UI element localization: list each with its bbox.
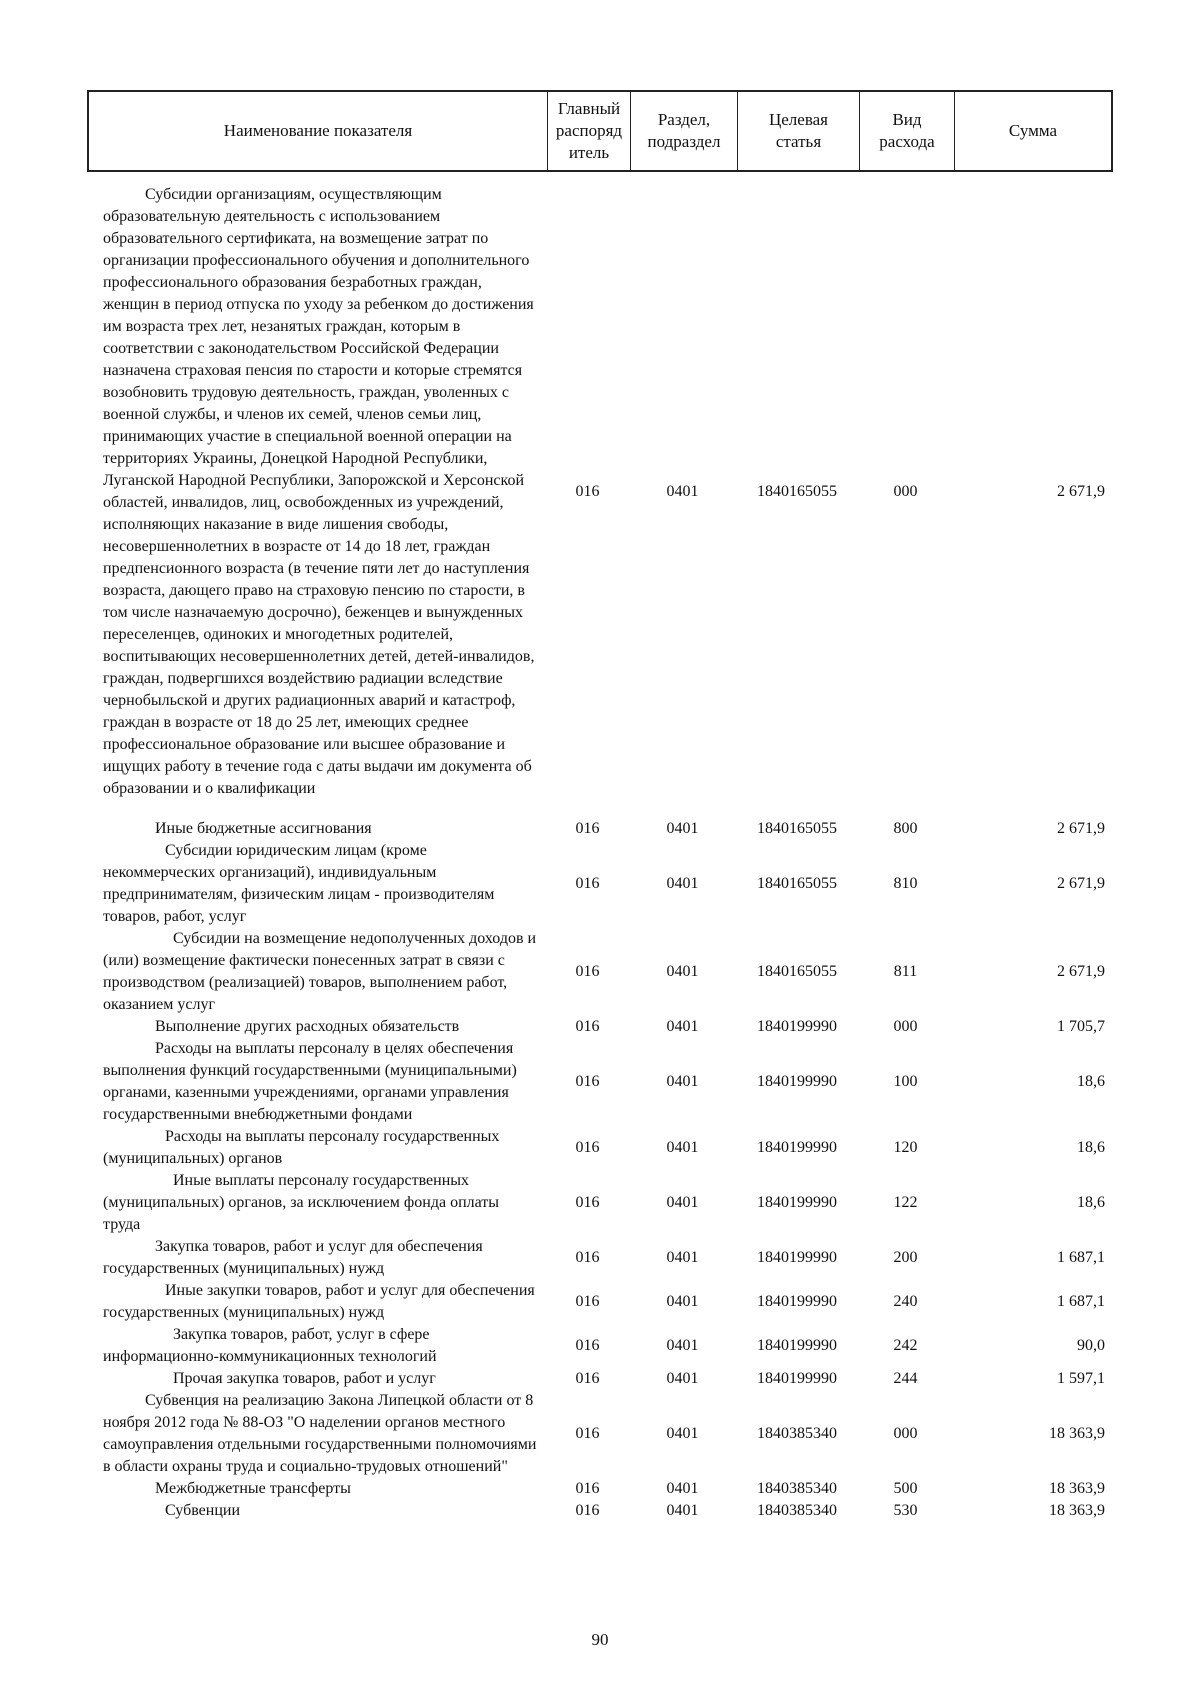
header-name: Наименование показателя (89, 92, 548, 170)
row-name: Иные выплаты персоналу государственных (муниципальных) органов, за исключением фонда оплаты труда (103, 1172, 500, 1233)
row-razdel: 0401 (666, 1370, 699, 1387)
row-summa: 1 705,7 (1057, 1018, 1105, 1035)
row-glav: 016 (575, 483, 600, 500)
row-glav: 016 (575, 1073, 600, 1090)
table-header (87, 90, 1113, 172)
row-summa: 18 363,9 (1049, 1502, 1105, 1519)
row-name: Субвенция на реализацию Закона Липецкой области от 8 ноября 2012 года № 88-ОЗ "О наделении органов местного самоуправления отдельными государственными полномочиями в области охраны труда и социально-трудовых отношений" (103, 1392, 537, 1475)
row-celevaya: 1840199990 (757, 1073, 837, 1090)
row-vid: 244 (893, 1370, 918, 1387)
row-name: Субсидии организациям, осуществляющим образовательную деятельность с использованием образовательного сертификата, на возмещение затрат по организации профессионального обучения и дополнительного профессионального образования безработных граждан, женщин в период отпуска по уходу за ребенком до достижения им возраста трех лет, незанятых граждан, которым в соответствии с законодательством Российской Федерации назначена страховая пенсия по старости и которые стремятся возобновить трудовую деятельность, граждан, уволенных с военной службы, и членов их семей, членов семьи лиц, принимающих участие в специальной военной операции на территориях Украины, Донецкой Народной Республики, Луганской Народной Республики, Запорожской и Херсонской областей, инвалидов, лиц, освобожденных из учреждений, исполняющих наказание в виде лишения свободы, несовершеннолетних в возрасте от 14 до 18 лет, граждан предпенсионного возраста (в течение пяти лет до наступления возраста, дающего право на страховую пенсию по старости, в том числе назначаемую досрочно), беженцев и вынужденных переселенцев, одиноких и многодетных родителей, воспитывающих несовершеннолетних детей, детей-инвалидов, граждан, подвергшихся воздействию радиации вследствие чернобыльской и других радиационных аварий и катастроф, граждан в возрасте от 18 до 25 лет, имеющих среднее профессиональное образование или высшее образование и ищущих работу в течение года с даты выдачи им документа об образовании и о квалификации (103, 186, 535, 797)
row-glav: 016 (575, 1249, 600, 1266)
row-glav: 016 (575, 1480, 600, 1497)
row-vid: 242 (893, 1337, 918, 1354)
row-razdel: 0401 (666, 1194, 699, 1211)
table-row (87, 1236, 1113, 1280)
row-celevaya: 1840199990 (757, 1139, 837, 1156)
row-vid: 500 (893, 1480, 918, 1497)
row-glav: 016 (575, 963, 600, 980)
row-celevaya: 1840165055 (757, 875, 837, 892)
row-razdel: 0401 (666, 1502, 699, 1519)
row-vid: 000 (893, 483, 918, 500)
table-row (87, 1368, 1113, 1390)
row-summa: 18,6 (1077, 1139, 1105, 1156)
row-summa: 1 687,1 (1057, 1249, 1105, 1266)
row-razdel: 0401 (666, 1018, 699, 1035)
header-celevaya: Целевая статья (738, 92, 860, 170)
row-glav: 016 (575, 1293, 600, 1310)
row-summa: 1 597,1 (1057, 1370, 1105, 1387)
row-glav: 016 (575, 820, 600, 837)
row-celevaya: 1840385340 (757, 1425, 837, 1442)
header-vid: Вид расхода (860, 92, 955, 170)
row-name: Закупка товаров, работ и услуг для обеспечения государственных (муниципальных) нужд (103, 1238, 483, 1277)
row-glav: 016 (575, 1139, 600, 1156)
table-row (87, 1390, 1113, 1478)
row-name: Иные бюджетные ассигнования (155, 820, 372, 837)
table-row (87, 1324, 1113, 1368)
row-summa: 1 687,1 (1057, 1293, 1105, 1310)
row-glav: 016 (575, 1425, 600, 1442)
row-name: Расходы на выплаты персоналу в целях обеспечения выполнения функций государственными (муниципальными) органами, казенными учреждениями, органами управления государственными внебюджетными фондами (103, 1040, 517, 1123)
row-razdel: 0401 (666, 1480, 699, 1497)
table-row (87, 928, 1113, 1016)
row-glav: 016 (575, 1018, 600, 1035)
row-glav: 016 (575, 1337, 600, 1354)
row-vid: 530 (893, 1502, 918, 1519)
row-name: Прочая закупка товаров, работ и услуг (173, 1370, 436, 1387)
row-celevaya: 1840165055 (757, 820, 837, 837)
row-summa: 18 363,9 (1049, 1480, 1105, 1497)
row-celevaya: 1840199990 (757, 1018, 837, 1035)
row-razdel: 0401 (666, 963, 699, 980)
row-razdel: 0401 (666, 1073, 699, 1090)
row-razdel: 0401 (666, 1425, 699, 1442)
table-row (87, 1038, 1113, 1126)
table-row (87, 1500, 1113, 1522)
table-body (87, 184, 1113, 1522)
row-name: Межбюджетные трансферты (155, 1480, 351, 1497)
row-celevaya: 1840199990 (757, 1194, 837, 1211)
row-razdel: 0401 (666, 1337, 699, 1354)
page-number: 90 (591, 1630, 609, 1649)
row-celevaya: 1840199990 (757, 1249, 837, 1266)
row-name: Субсидии на возмещение недополученных доходов и (или) возмещение фактически понесенных затрат в связи с производством (реализацией) товаров, выполнением работ, оказанием услуг (103, 930, 537, 1013)
row-summa: 2 671,9 (1057, 820, 1105, 837)
row-celevaya: 1840165055 (757, 483, 837, 500)
table-row (87, 1478, 1113, 1500)
row-name: Закупка товаров, работ, услуг в сфере информационно-коммуникационных технологий (103, 1326, 437, 1365)
row-summa: 18,6 (1077, 1194, 1105, 1211)
table-row (87, 1170, 1113, 1236)
row-celevaya: 1840385340 (757, 1480, 837, 1497)
row-razdel: 0401 (666, 875, 699, 892)
row-summa: 2 671,9 (1057, 963, 1105, 980)
row-razdel: 0401 (666, 820, 699, 837)
row-razdel: 0401 (666, 1139, 699, 1156)
row-name: Расходы на выплаты персоналу государственных (муниципальных) органов (103, 1128, 500, 1167)
row-celevaya: 1840199990 (757, 1337, 837, 1354)
row-razdel: 0401 (666, 483, 699, 500)
row-vid: 122 (893, 1194, 918, 1211)
header-razdel: Раздел, подраздел (631, 92, 738, 170)
row-glav: 016 (575, 875, 600, 892)
table-row (87, 818, 1113, 840)
row-summa: 90,0 (1077, 1337, 1105, 1354)
row-celevaya: 1840199990 (757, 1293, 837, 1310)
row-vid: 811 (893, 963, 918, 980)
row-name: Субвенции (165, 1502, 241, 1519)
row-celevaya: 1840385340 (757, 1502, 837, 1519)
row-vid: 240 (893, 1293, 918, 1310)
row-summa: 18 363,9 (1049, 1425, 1105, 1442)
row-celevaya: 1840165055 (757, 963, 837, 980)
table-row (87, 1016, 1113, 1038)
row-vid: 810 (893, 875, 918, 892)
row-summa: 2 671,9 (1057, 875, 1105, 892)
table-row (87, 1126, 1113, 1170)
table-row (87, 840, 1113, 928)
row-vid: 000 (893, 1018, 918, 1035)
row-razdel: 0401 (666, 1293, 699, 1310)
table-row (87, 1280, 1113, 1324)
row-name: Иные закупки товаров, работ и услуг для обеспечения государственных (муниципальных) нужд (103, 1282, 535, 1321)
row-glav: 016 (575, 1502, 600, 1519)
row-summa: 18,6 (1077, 1073, 1105, 1090)
row-glav: 016 (575, 1194, 600, 1211)
header-glav: Главный распоряд итель (548, 92, 631, 170)
table-row (87, 184, 1113, 800)
row-vid: 200 (893, 1249, 918, 1266)
row-vid: 100 (893, 1073, 918, 1090)
row-vid: 120 (893, 1139, 918, 1156)
row-glav: 016 (575, 1370, 600, 1387)
row-name: Выполнение других расходных обязательств (155, 1018, 460, 1035)
row-summa: 2 671,9 (1057, 483, 1105, 500)
row-celevaya: 1840199990 (757, 1370, 837, 1387)
row-vid: 000 (893, 1425, 918, 1442)
row-name: Субсидии юридическим лицам (кроме некоммерческих организаций), индивидуальным предпринимателям, физическим лицам - производителям товаров, работ, услуг (103, 842, 495, 925)
row-razdel: 0401 (666, 1249, 699, 1266)
row-vid: 800 (893, 820, 918, 837)
header-summa: Сумма (1008, 121, 1058, 140)
